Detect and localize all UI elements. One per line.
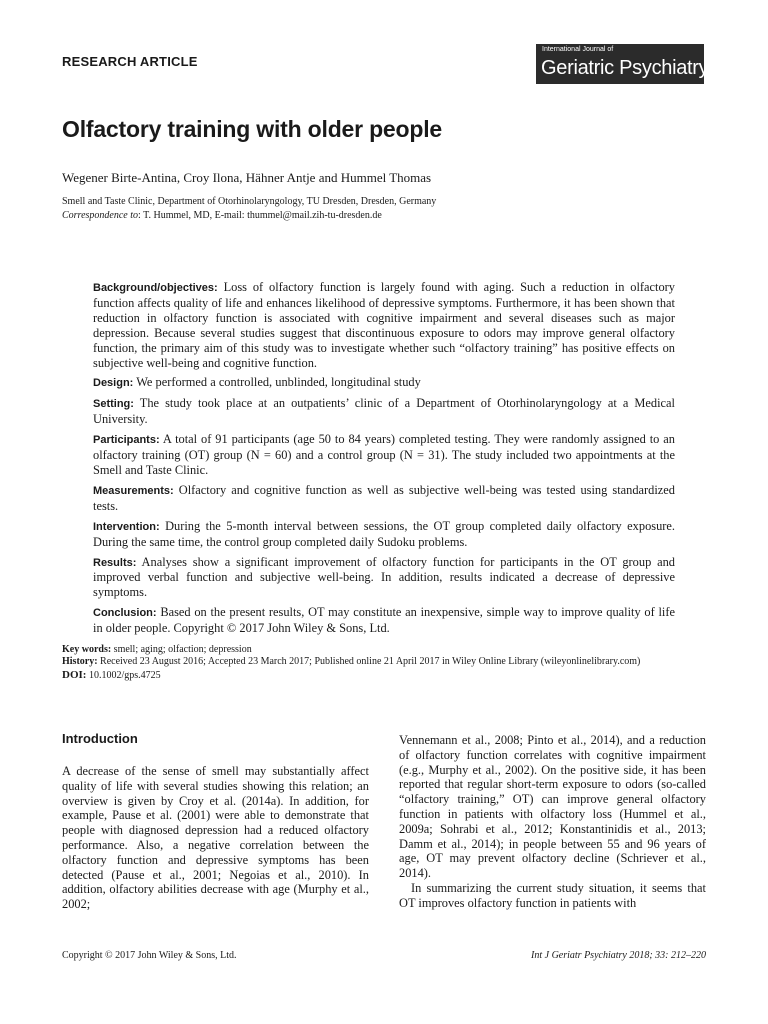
correspondence-label: Correspondence to [62, 210, 139, 221]
abstract-section-text: During the 5-month interval between sessions, the OT group completed daily olfactory exposure. During the same time, the control group completed daily Sudoku problems. [93, 518, 675, 549]
keywords-value: smell; aging; olfaction; depression [111, 644, 252, 655]
abstract-section-text: Analyses show a significant improvement of olfactory function for participants in the OT group and improved verbal function and subjective well-being. In addition, results indicated a decrease of depressive symptoms. [93, 554, 675, 600]
body-paragraph: Vennemann et al., 2008; Pinto et al., 2014), and a reduction of olfactory function correlates with cognitive impairment (e.g., Murphy et al., 2002). On the positive side, it has been reported that regular short-term exposure to odors (so-called “olfactory training,” OT) can improve general olfactory function in patients with olfactory loss (Hummel et al., 2009a; Sohrabi et al., 2012; Konstantinidis et al., 2013; Damm et al., 2014); in people between 55 and 96 years of age, OT may prevent olfactory decline (Schriever et al., 2014). [399, 733, 706, 881]
body-paragraph: A decrease of the sense of smell may substantially affect quality of life with several studies showing this relation; an overview is given by Croy et al. (2014a). In addition, for example, Pause et al. (2001) were able to demonstrate that people with diagnosed depression had a reduced olfactory performance. Also, a negative correlation between the olfactory function and depressive symptoms has been detected (Pause et al., 2001; Negoias et al., 2010). In addition, olfactory abilities decrease with age (Murphy et al., 2002; [62, 764, 369, 912]
article-type-label: RESEARCH ARTICLE [62, 54, 198, 69]
journal-logo-title: Geriatric Psychiatry [541, 57, 709, 79]
abstract-section-text: We performed a controlled, unblinded, longitudinal study [133, 375, 421, 390]
abstract-measurements [93, 483, 675, 514]
abstract-section-text: Olfactory and cognitive function as well as subjective well-being was tested using standardized tests. [93, 482, 675, 513]
affiliation: Smell and Taste Clinic, Department of Otorhinolaryngology, TU Dresden, Dresden, Germany [62, 196, 437, 207]
author-list: Wegener Birte-Antina, Croy Ilona, Hähner Antje and Hummel Thomas [62, 170, 432, 185]
abstract-section-label: Intervention: [93, 520, 160, 533]
abstract-section-label: Conclusion: [93, 607, 157, 620]
footer-copyright: Copyright © 2017 John Wiley & Sons, Ltd. [62, 950, 237, 961]
abstract-section-label: Background/objectives: [93, 282, 218, 294]
doi [62, 669, 706, 682]
abstract-section-text: The study took place at an outpatients’ clinic of a Department of Otorhinolaryngology at a Medical University. [93, 396, 675, 427]
abstract-design [93, 375, 675, 391]
correspondence-text: : T. Hummel, MD, E-mail: thummel@mail.zih-tu-dresden.de [138, 210, 382, 221]
abstract-intervention [93, 519, 675, 550]
abstract-section-label: Participants: [93, 434, 160, 447]
section-heading-introduction: Introduction [62, 731, 138, 746]
abstract-background [93, 280, 675, 370]
history-value: Received 23 August 2016; Accepted 23 March 2017; Published online 21 April 2017 in Wiley Online Library (wileyonlinelibrary.com) [97, 656, 641, 668]
abstract-conclusion [93, 605, 675, 636]
abstract-section-label: Results: [93, 556, 137, 569]
history-label: History: [62, 656, 98, 668]
abstract-section-label: Setting: [93, 398, 134, 411]
history [62, 656, 706, 668]
journal-logo [536, 44, 709, 84]
doi-link[interactable]: 10.1002/gps.4725 [86, 669, 161, 681]
abstract-setting [93, 396, 675, 427]
journal-logo-subtitle: International Journal of [542, 46, 614, 53]
abstract-results [93, 555, 675, 601]
doi-label: DOI: [62, 668, 87, 681]
body-column-right [399, 733, 706, 911]
abstract-participants [93, 432, 675, 478]
article-metadata [62, 644, 706, 682]
abstract-section-label: Design: [93, 377, 134, 390]
page-title: Olfactory training with older people [62, 116, 443, 142]
body-column-left [62, 764, 369, 912]
keywords-label: Key words: [62, 644, 112, 655]
abstract-section-text: A total of 91 participants (age 50 to 84 years) completed testing. They were randomly assigned to an olfactory training (OT) group (N = 60) and a control group (N = 31). The study included two appointments at the Smell and Taste Clinic. [93, 432, 675, 477]
correspondence [62, 209, 382, 223]
footer-citation: Int J Geriatr Psychiatry 2018; 33: 212–220 [531, 950, 706, 961]
abstract-section-text: Loss of olfactory function is largely found with aging. Such a reduction in olfactory function affects quality of life and enhances likelihood of depressive symptoms. Furthermore, it has been shown that reduction in olfactory function is associated with cognitive impairment and several diseases such as major depression. Because several studies suggest that discontinuous exposure to odors may improve general olfactory function, the primary aim of this study was to investigate whether such “olfactory training” has positive effects on subjective well-being and cognitive function. [93, 280, 675, 370]
abstract-section-label: Measurements: [93, 484, 174, 497]
keywords [62, 644, 706, 656]
body-paragraph: In summarizing the current study situation, it seems that OT improves olfactory function in patients with [399, 880, 706, 910]
abstract-section-text: Based on the present results, OT may constitute an inexpensive, simple way to improve quality of life in older people. Copyright © 2017 John Wiley & Sons, Ltd. [93, 605, 675, 636]
abstract [93, 280, 675, 641]
